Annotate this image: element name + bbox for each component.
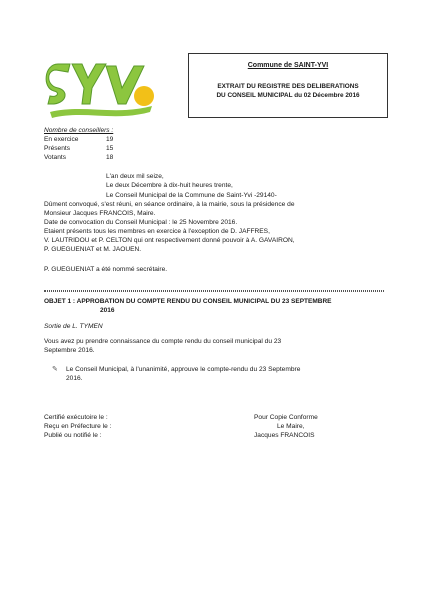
conseillers-row-value: 15	[106, 145, 114, 152]
publie-notifie: Publié ou notifié le :	[44, 432, 102, 439]
commune-logo	[44, 52, 164, 124]
certifie-executoire: Certifié exécutoire le :	[44, 414, 108, 421]
intro-convocation-date: Date de convocation du Conseil Municipal : le 25 Novembre 2016.	[44, 219, 238, 226]
objet-paragraph-end: Septembre 2016.	[44, 347, 95, 354]
conseillers-row-label: Présents	[44, 145, 71, 152]
commune-name: Commune de SAINT-YVI	[247, 62, 329, 69]
sortie-note: Sortie de L. TYMEN	[44, 323, 103, 330]
decision-text: Le Conseil Municipal, à l'unanimité, approuve le compte-rendu du 23 Septembre	[66, 366, 301, 373]
objet-title-year: 2016	[100, 307, 115, 314]
hand-pointer-icon: ✎	[52, 366, 58, 373]
intro-presents: Etaient présents tous les membres en exercice à l'exception de D. JAFFRES,	[44, 228, 270, 235]
le-maire: Le Maire,	[277, 423, 305, 430]
secretaire: P. GUEGUENIAT a été nommé secrétaire.	[44, 266, 168, 273]
conseillers-title: Nombre de conseillers :	[44, 127, 114, 134]
intro-pouvoirs: V. LAUTRIDOU et P. CELTON qui ont respectivement donné pouvoir à A. GAVAIRON,	[44, 237, 295, 244]
intro-pouvoirs-end: P. GUEGUENIAT et M. JAOUEN.	[44, 246, 142, 253]
extrait-title-line1: EXTRAIT DU REGISTRE DES DELIBERATIONS	[217, 83, 359, 90]
intro-year: L'an deux mil seize,	[106, 173, 164, 180]
conseillers-row-label: Votants	[44, 154, 66, 161]
conseillers-row-value: 19	[106, 136, 114, 143]
objet-paragraph: Vous avez pu prendre connaissance du compte rendu du conseil municipal du 23	[44, 338, 282, 345]
maire-name: Jacques FRANCOIS	[254, 432, 315, 439]
conseillers-row-value: 18	[106, 154, 114, 161]
extrait-title-line2: DU CONSEIL MUNICIPAL du 02 Décembre 2016	[216, 92, 360, 99]
intro-president: Monsieur Jacques FRANCOIS, Maire.	[44, 210, 156, 217]
recu-prefecture: Reçu en Préfecture le :	[44, 423, 112, 430]
separator-line	[44, 290, 384, 292]
intro-council: Le Conseil Municipal de la Commune de Saint-Yvi -29140-	[106, 192, 277, 199]
conseillers-row-label: En exercice	[44, 136, 79, 143]
intro-date: Le deux Décembre à dix-huit heures trente,	[106, 182, 233, 189]
intro-convoque: Dûment convoqué, s'est réuni, en séance ordinaire, à la mairie, sous la présidence de	[44, 201, 295, 208]
decision-text-end: 2016.	[66, 375, 83, 382]
header-box	[188, 53, 388, 118]
copie-conforme: Pour Copie Conforme	[254, 414, 318, 421]
objet-title: OBJET 1 : APPROBATION DU COMPTE RENDU DU CONSEIL MUNICIPAL DU 23 SEPTEMBRE	[44, 298, 332, 305]
